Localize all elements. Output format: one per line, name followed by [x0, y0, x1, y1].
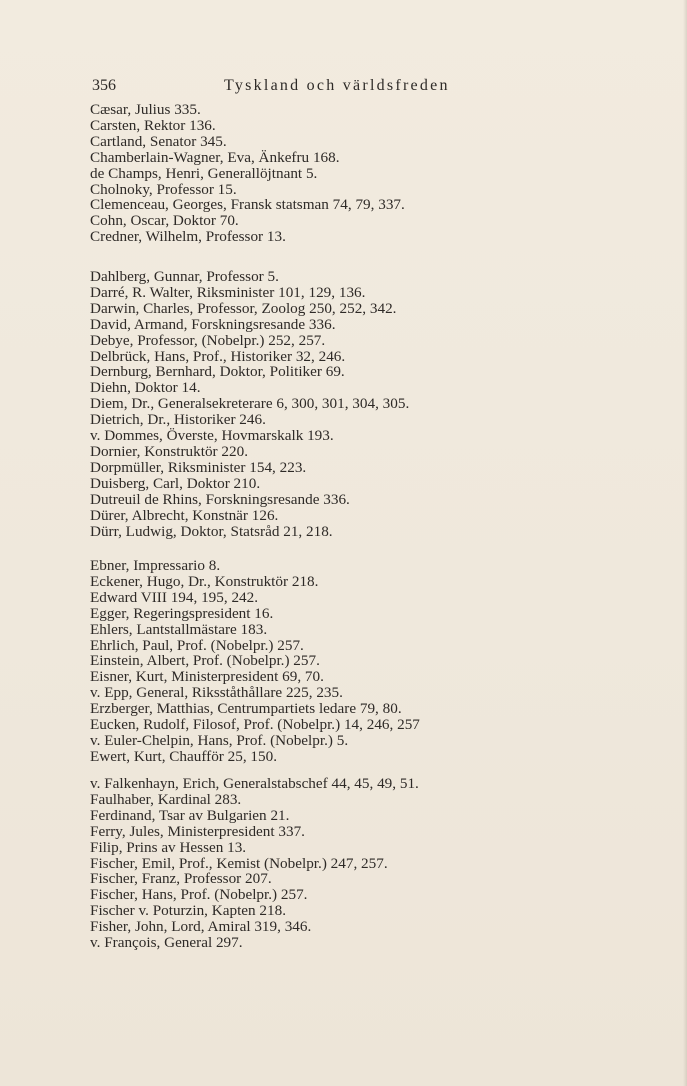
page-number: 356: [92, 77, 116, 94]
index-entry: Fischer, Hans, Prof. (Nobelpr.) 257.: [90, 886, 308, 904]
index-entry: Dornier, Konstruktör 220.: [90, 442, 248, 460]
index-entry: Dietrich, Dr., Historiker 246.: [90, 411, 266, 429]
index-entry: Eckener, Hugo, Dr., Konstruktör 218.: [90, 572, 319, 590]
index-entry: v. Euler-Chelpin, Hans, Prof. (Nobelpr.) 5.: [90, 731, 349, 749]
index-entry: Filip, Prins av Hessen 13.: [90, 838, 247, 856]
index-entry: Carsten, Rektor 136.: [90, 116, 216, 134]
index-entry: Dernburg, Bernhard, Doktor, Politiker 69.: [90, 363, 345, 381]
index-entry: Darré, R. Walter, Riksminister 101, 129, 136.: [90, 283, 366, 301]
index-entry: Delbrück, Hans, Prof., Historiker 32, 246.: [90, 347, 346, 365]
index-entry: Dorpmüller, Riksminister 154, 223.: [90, 458, 307, 476]
index-group-f: [90, 776, 500, 951]
index-entry: Dürr, Ludwig, Doktor, Statsråd 21, 218.: [90, 522, 333, 540]
index-entry: Ebner, Impressario 8.: [90, 557, 221, 574]
index-entry: Dürer, Albrecht, Konstnär 126.: [90, 506, 279, 524]
index-entry: v. François, General 297.: [90, 934, 243, 952]
index-entry: Faulhaber, Kardinal 283.: [90, 790, 242, 808]
page-header: [92, 75, 502, 97]
index-entry: Debye, Professor, (Nobelpr.) 252, 257.: [90, 331, 326, 349]
index-entry: v. Falkenhayn, Erich, Generalstabschef 44, 45, 49, 51.: [90, 775, 419, 792]
index-entry: Dutreuil de Rhins, Forskningsresande 336.: [90, 490, 350, 508]
index-entry: de Champs, Henri, Generallöjtnant 5.: [90, 164, 318, 182]
index-entry: Diehn, Doktor 14.: [90, 379, 201, 397]
index-group-d: [90, 269, 500, 539]
index-entry: Cartland, Senator 345.: [90, 132, 227, 150]
index-entry: Fisher, John, Lord, Amiral 319, 346.: [90, 918, 312, 936]
running-title: Tyskland och världsfreden: [224, 77, 450, 94]
index-entry: v. Dommes, Överste, Hovmarskalk 193.: [90, 427, 334, 445]
index-entry: Darwin, Charles, Professor, Zoolog 250, 252, 342.: [90, 299, 397, 317]
index-entry: David, Armand, Forskningsresande 336.: [90, 315, 336, 333]
page-edge-shadow: [683, 0, 687, 1086]
index-entry: Clemenceau, Georges, Fransk statsman 74, 79, 337.: [90, 196, 405, 214]
index-entry: Cæsar, Julius 335.: [90, 101, 201, 118]
index-entry: Credner, Wilhelm, Professor 13.: [90, 228, 286, 246]
index-entry: Ehrlich, Paul, Prof. (Nobelpr.) 257.: [90, 636, 304, 654]
index-entry: Ehlers, Lantstallmästare 183.: [90, 620, 268, 638]
index-entry: Dahlberg, Gunnar, Professor 5.: [90, 268, 279, 285]
index-entry: Egger, Regeringspresident 16.: [90, 604, 274, 622]
index-entry: Diem, Dr., Generalsekreterare 6, 300, 301, 304, 305.: [90, 395, 410, 413]
index-entry: Fischer, Franz, Professor 207.: [90, 870, 272, 888]
index-entry: Edward VIII 194, 195, 242.: [90, 588, 259, 606]
index-entry: Fischer v. Poturzin, Kapten 218.: [90, 902, 286, 920]
index-group-e: [90, 558, 500, 765]
index-entry: Eisner, Kurt, Ministerpresident 69, 70.: [90, 668, 324, 686]
index-group-c: [90, 102, 500, 245]
index-entry: Ewert, Kurt, Chaufför 25, 150.: [90, 747, 277, 765]
index-entry: Ferry, Jules, Ministerpresident 337.: [90, 822, 305, 840]
index-entry: Chamberlain-Wagner, Eva, Änkefru 168.: [90, 148, 340, 166]
index-entry: Einstein, Albert, Prof. (Nobelpr.) 257.: [90, 652, 320, 670]
index-entry: Duisberg, Carl, Doktor 210.: [90, 474, 261, 492]
index-entry: v. Epp, General, Riksståthållare 225, 235.: [90, 684, 343, 702]
index-entry: Fischer, Emil, Prof., Kemist (Nobelpr.) 247, 257.: [90, 854, 388, 872]
index-entry: Cholnoky, Professor 15.: [90, 180, 237, 198]
index-entry: Ferdinand, Tsar av Bulgarien 21.: [90, 806, 290, 824]
index-entry: Cohn, Oscar, Doktor 70.: [90, 212, 239, 230]
index-entry: Erzberger, Matthias, Centrumpartiets ledare 79, 80.: [90, 700, 402, 718]
index-entry: Eucken, Rudolf, Filosof, Prof. (Nobelpr.) 14, 246, 257: [90, 716, 420, 734]
